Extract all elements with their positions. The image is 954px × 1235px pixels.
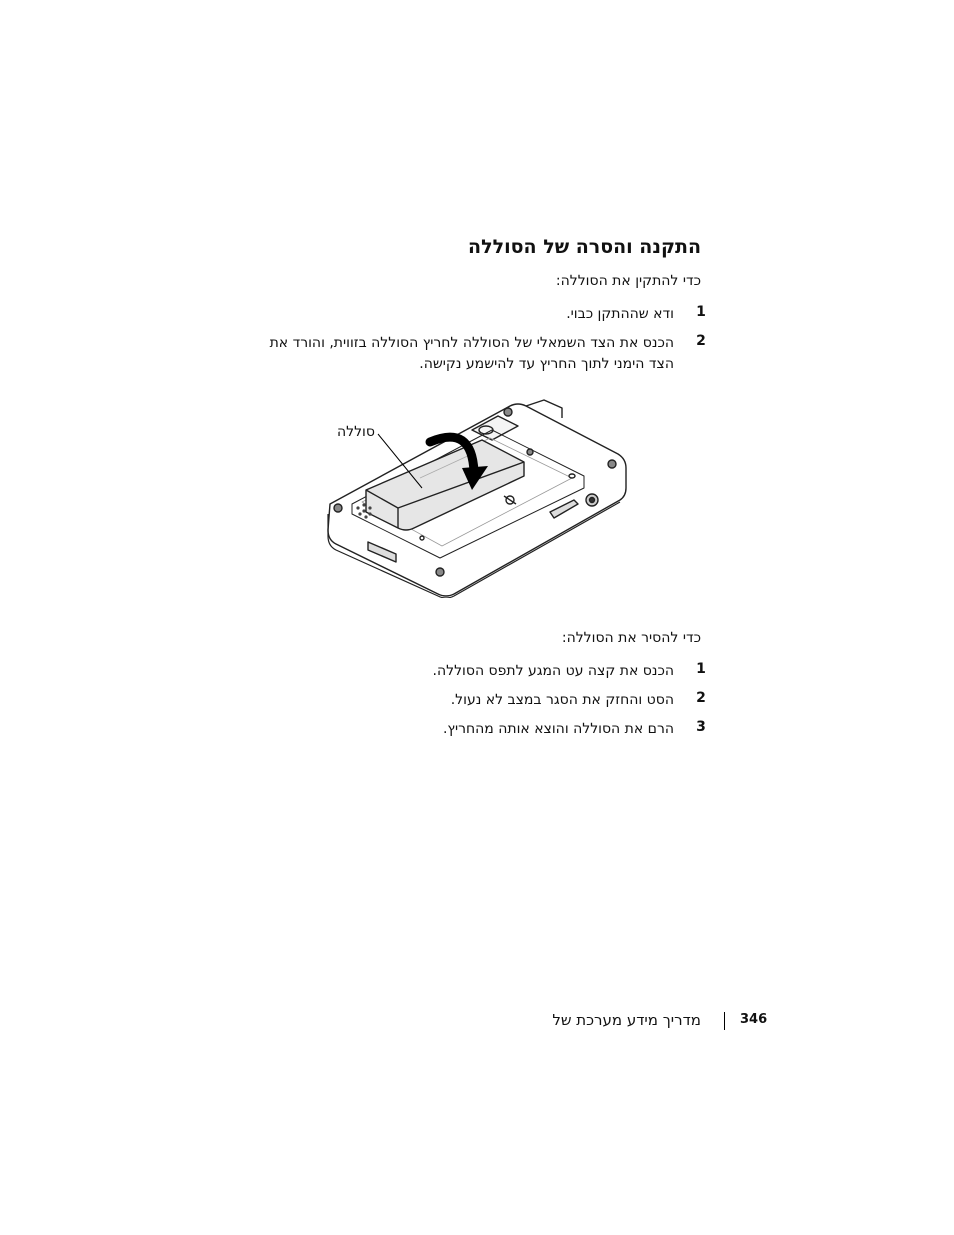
remove-intro: כדי להסיר את הסוללה: [561,630,701,646]
step-number: 1 [696,661,706,677]
battery-install-illustration [322,396,634,598]
step-text: הרם את הסוללה והוצא אותה מהחריץ. [442,721,674,737]
install-intro: כדי להתקין את הסוללה: [555,273,701,289]
step-text: ודא שההתקן כבוי. [566,306,674,322]
footer-title: מדריך מידע מערכת של [552,1011,701,1029]
step-text: הכנס את הצד השמאלי של הסוללה לחריץ הסוללה בזווית, והורד את הצד הימני לתוך החריץ עד להישמע נקישה. [269,335,674,372]
page-number: 346 [740,1012,768,1027]
step-text: הסט והחזק את הסגר במצב לא נעול. [450,692,674,708]
step-text: הכנס את קצה עט המגע לתפס הסוללה. [432,663,674,679]
section-heading: התקנה והסרה של הסוללה [468,236,701,258]
step-number: 2 [696,690,706,706]
battery-callout-label: סוללה [337,424,375,440]
step-number: 2 [696,333,706,349]
step-number: 3 [696,719,706,735]
footer-separator [724,1012,725,1030]
step-number: 1 [696,304,706,320]
